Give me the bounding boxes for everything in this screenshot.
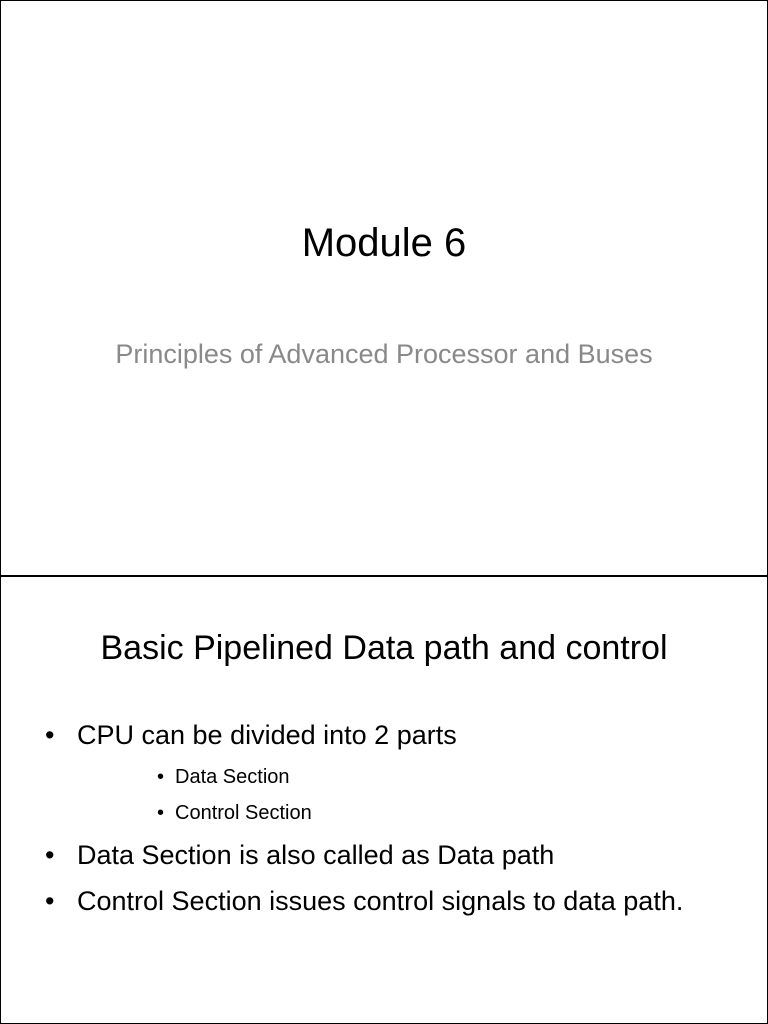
- sub-bullet-item: [157, 795, 727, 831]
- bullet-text: Data Section is also called as Data path: [77, 840, 555, 870]
- bullet-item: [45, 881, 727, 921]
- bullet-text: CPU can be divided into 2 parts: [77, 720, 457, 750]
- slide-2-title: Basic Pipelined Data path and control: [100, 629, 668, 667]
- sub-bullet-item: [157, 759, 727, 795]
- bullet-item: [45, 835, 727, 875]
- bullet-dot: •: [45, 720, 55, 750]
- bullet-list: [45, 715, 727, 921]
- sub-bullet-text: Control Section: [175, 802, 312, 824]
- slide-2: [0, 576, 768, 1024]
- bullet-text: Control Section issues control signals to data path.: [77, 886, 684, 916]
- slide-1-subtitle: Principles of Advanced Processor and Buses: [115, 339, 653, 369]
- bullet-item: [45, 715, 727, 831]
- bullet-dot: •: [45, 886, 55, 916]
- sub-bullet-text: Data Section: [175, 766, 290, 788]
- sub-bullet-dot: •: [157, 802, 165, 824]
- sub-bullet-dot: •: [157, 766, 165, 788]
- slide-1-title: Module 6: [301, 221, 467, 265]
- bullet-dot: •: [45, 840, 55, 870]
- sub-bullet-list: [77, 759, 727, 831]
